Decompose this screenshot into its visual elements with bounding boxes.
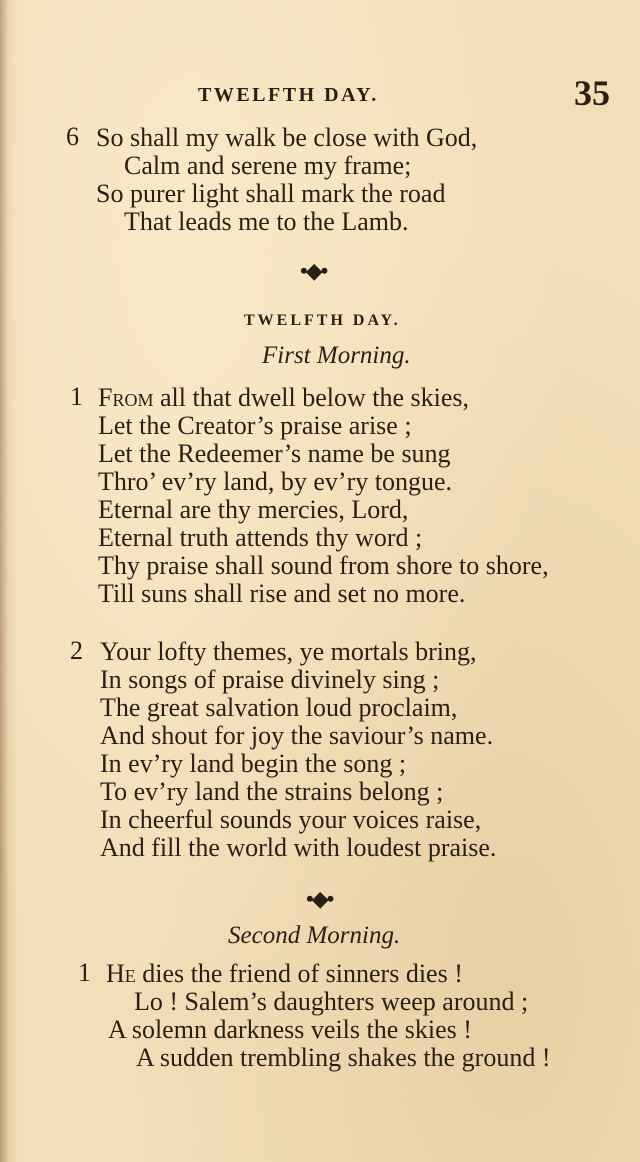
hymn-line: Calm and serene my frame;	[124, 151, 412, 180]
hymn-line: Thy praise shall sound from shore to shore,	[98, 551, 549, 580]
hymn-line: So shall my walk be close with God,	[96, 123, 478, 152]
hymn-line: A solemn darkness veils the skies !	[108, 1015, 472, 1044]
hymn-line: And fill the world with loudest praise.	[100, 833, 497, 862]
hymn-line: In cheerful sounds your voices raise,	[100, 805, 482, 834]
hymn-line: That leads me to the Lamb.	[124, 207, 409, 236]
hymn-line-first	[106, 960, 463, 988]
verse-number: 2	[70, 636, 83, 665]
running-header-title: TWELFTH DAY.	[198, 84, 379, 106]
hymn-line-first	[98, 384, 469, 412]
first-line-rest: dies the friend of sinners dies !	[135, 959, 463, 988]
hymn-line: Eternal are thy mercies, Lord,	[98, 495, 409, 524]
page-number: 35	[574, 73, 610, 113]
hymn-line: Till suns shall rise and set no more.	[98, 579, 466, 608]
decorative-ornament-icon: •◆•	[306, 886, 333, 911]
hymn-line: Lo ! Salem’s daughters weep around ;	[134, 987, 529, 1016]
hymn-line: The great salvation loud proclaim,	[100, 693, 458, 722]
hymn-line: In ev’ry land begin the song ;	[100, 749, 407, 778]
second-morning-subhead: Second Morning.	[228, 922, 401, 949]
binding-gutter-shadow	[0, 0, 8, 1162]
hymn-line: Your lofty themes, ye mortals bring,	[100, 637, 477, 666]
first-morning-subhead: First Morning.	[262, 342, 411, 369]
hymn-line: A sudden trembling shakes the ground !	[136, 1043, 551, 1072]
hymn-line: In songs of praise divinely sing ;	[100, 665, 440, 694]
hymn-line: Eternal truth attends thy word ;	[98, 523, 423, 552]
first-line-rest: all that dwell below the skies,	[153, 383, 470, 412]
verse-number: 6	[66, 122, 79, 151]
hymn-line: And shout for joy the saviour’s name.	[100, 721, 494, 750]
decorative-ornament-icon: •◆•	[300, 258, 327, 283]
section-title: TWELFTH DAY.	[244, 312, 401, 329]
verse-number: 1	[78, 958, 91, 987]
hymn-line: To ev’ry land the strains belong ;	[100, 777, 444, 806]
verse-number: 1	[70, 382, 83, 411]
initial-word: From	[98, 383, 154, 412]
hymn-line: Let the Creator’s praise arise ;	[98, 411, 412, 440]
initial-word: He	[106, 959, 136, 988]
hymn-line: Let the Redeemer’s name be sung	[98, 439, 451, 468]
hymn-line: Thro’ ev’ry land, by ev’ry tongue.	[98, 467, 453, 496]
hymn-line: So purer light shall mark the road	[96, 179, 446, 208]
